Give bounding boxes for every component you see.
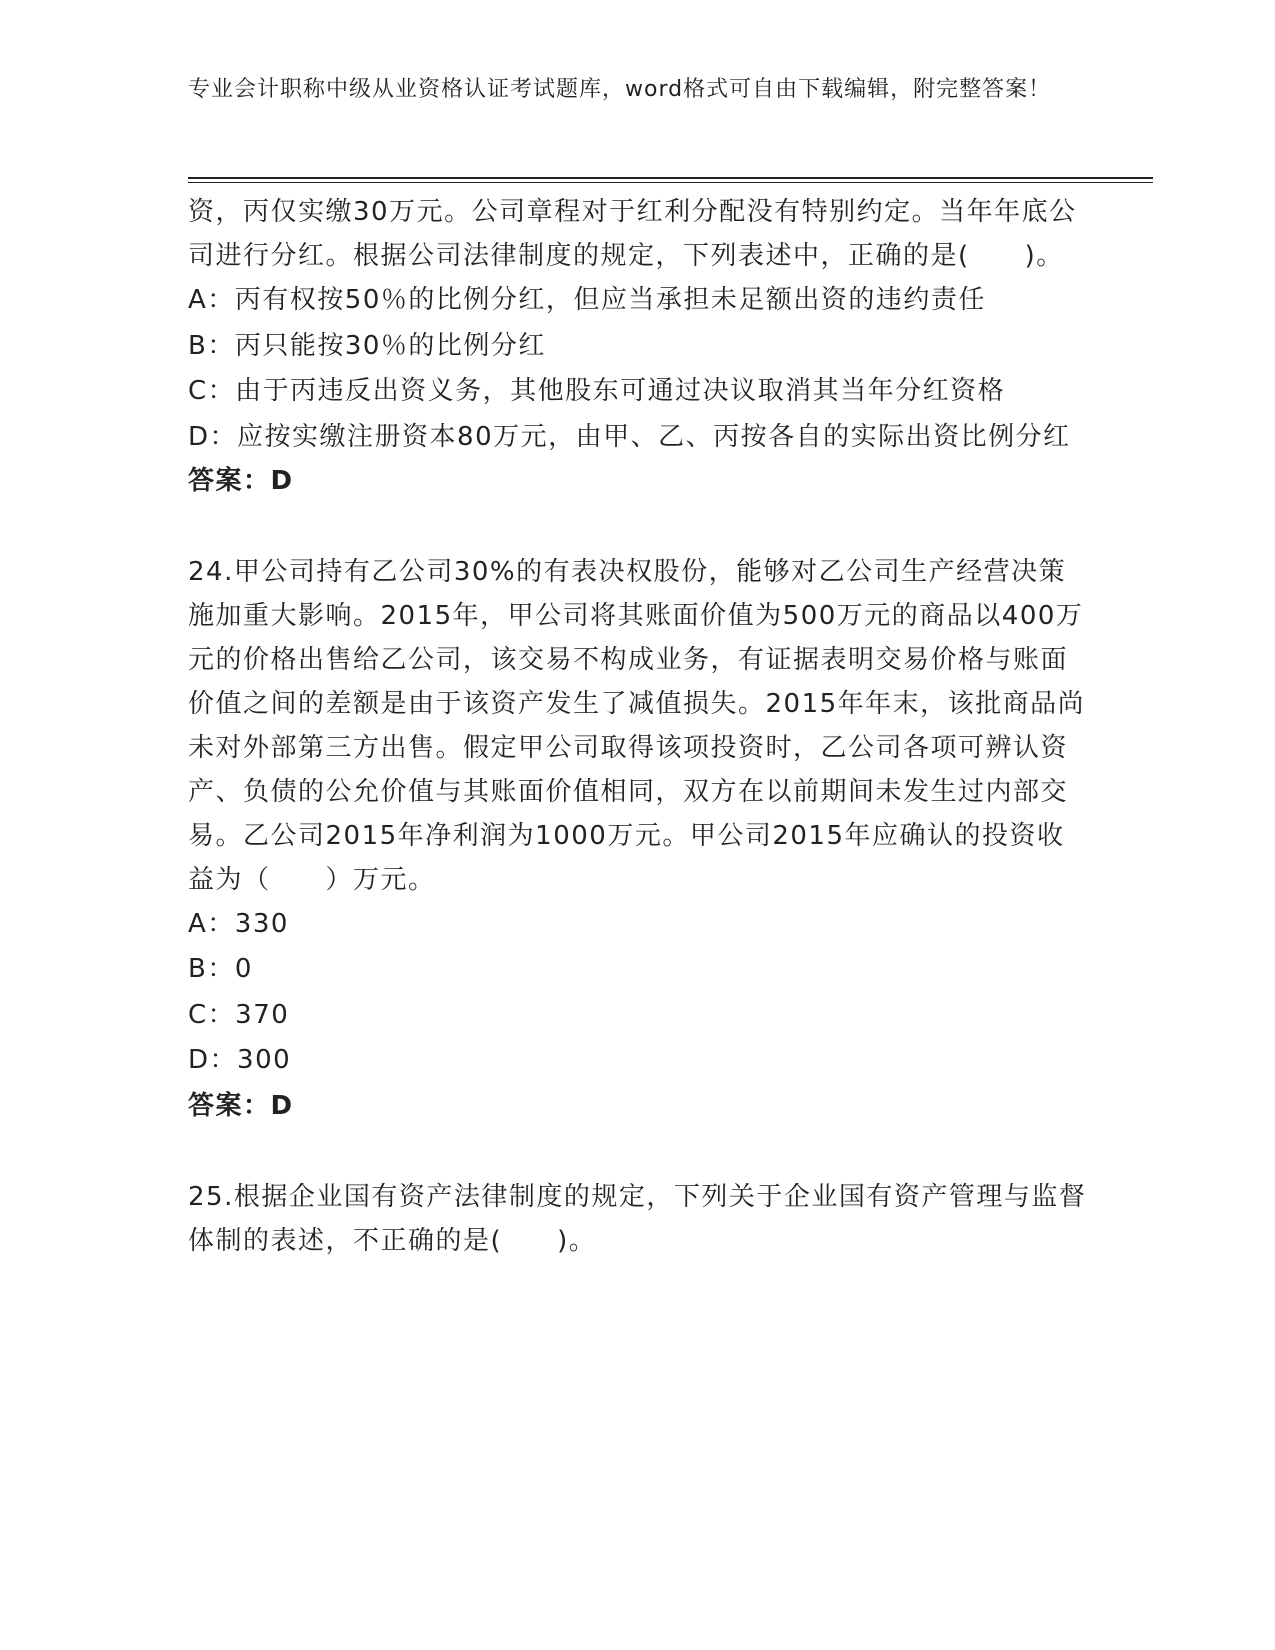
option-c: C：370 bbox=[188, 999, 290, 1030]
header-divider-thin bbox=[188, 182, 1153, 183]
option-d: D：应按实缴注册资本80万元，由甲、乙、丙按各自的实际出资比例分红 bbox=[188, 421, 1071, 452]
option-a: A：丙有权按50％的比例分红，但应当承担未足额出资的违约责任 bbox=[188, 285, 986, 315]
question-list bbox=[188, 190, 1088, 1263]
option-c: C：由于丙违反出资义务，其他股东可通过决议取消其当年分红资格 bbox=[188, 376, 1006, 406]
option-b: B：丙只能按30％的比例分红 bbox=[188, 330, 546, 361]
answer: 答案：D bbox=[188, 1090, 294, 1121]
spacer bbox=[188, 504, 1088, 550]
option-a: A：330 bbox=[188, 908, 289, 939]
question-25 bbox=[188, 1175, 1088, 1263]
question-23 bbox=[188, 190, 1088, 504]
option-b: B：0 bbox=[188, 954, 253, 984]
spacer bbox=[188, 1129, 1088, 1175]
option-d: D：300 bbox=[188, 1045, 292, 1075]
header-divider-thick bbox=[188, 177, 1153, 179]
question-stem: 24.甲公司持有乙公司30%的有表决权股份，能够对乙公司生产经营决策施加重大影响。2015年，甲公司将其账面价值为500万元的商品以400万元的价格出售给乙公司，该交易不构成业务，有证据表明交易价格与账面价值之间的差额是由于该资产发生了减值损失。2015年年末，该批商品尚未对外部第三方出售。假定甲公司取得该项投资时，乙公司各项可辨认资产、负债的公允价值与其账面价值相同，双方在以前期间未发生过内部交易。乙公司2015年净利润为1000万元。甲公司2015年应确认的投资收益为（ ）万元。 bbox=[188, 556, 1086, 895]
question-stem: 25.根据企业国有资产法律制度的规定，下列关于企业国有资产管理与监督体制的表述，不正确的是( )。 bbox=[188, 1181, 1087, 1256]
answer: 答案：D bbox=[188, 465, 294, 496]
page-header: 专业会计职称中级从业资格认证考试题库，word格式可自由下载编辑，附完整答案！ bbox=[188, 77, 1052, 102]
question-24 bbox=[188, 550, 1088, 1129]
question-stem: 资，丙仅实缴30万元。公司章程对于红利分配没有特别约定。当年年底公司进行分红。根据公司法律制度的规定，下列表述中，正确的是( )。 bbox=[188, 197, 1077, 271]
